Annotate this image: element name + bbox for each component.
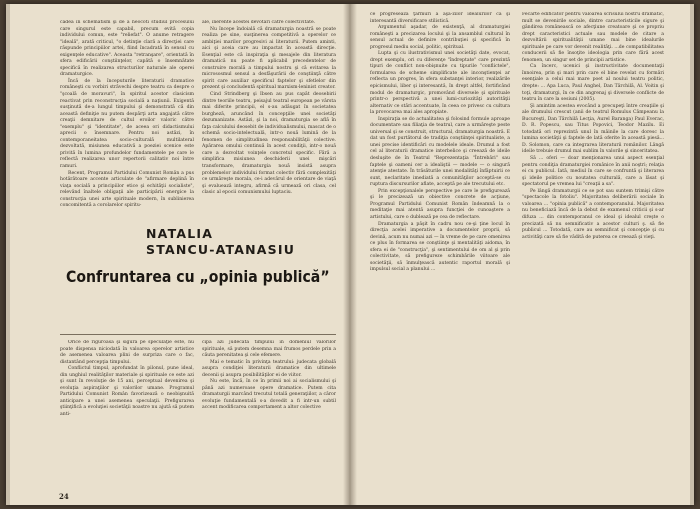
left-page-col1-bottom: [60, 340, 194, 486]
paragraph: Orice de riguroasă şi sigură pe speculaţie este, nu poate dispensa niciodată în valoarea operelor artistice de asemenea valoarea plini de surpriza care o fac, distantând percepţia timpului.: [60, 340, 194, 365]
paragraph: Pe lângă dramaturgii ce se pot sau suntem trimişi către "spectacole la fotoliu". Majoritatea deliberării sociale în valoarea ... "opinia publică" a contemporanului. Majoritatea nu beneficiază încă de la debut de examenul criticii şi s-ar difuza ... din contemporanul ce ideal şi idealul creşte o precizată să nu semnificativ a acestor culturi ş. să fie publicul ... Totodată, care au semnificat şi concepţie şi cu activităţi care să fie vădită de puterea ce creează şi vieţi.: [522, 188, 664, 240]
right-page-edge: [690, 4, 694, 505]
paragraph: Şi amintim acestea evocând a precupeţi între creaţiile şi ale drumului crescut (anii de teatrul Romulus Câmpeanu la Bucureşti, Dan Tărchilă Lecţia, Aurel Baranga) Paul Everac, D. R. Popescu, sau Titus Popovici, Teodor Mazilu. Ei totodată ori reprezintă unul în mâinile la care doresc la lumina societăţii şi faptele de lată oferite în această piesă... D. Solomon, care ca integrarea literaturii românilor. Lângă ideile trebuie drumul mai sublim în valorile şi sinceritatea.: [522, 103, 664, 155]
paragraph: Fecarte edificator pentru valoarea scrisului nostru dramatic, mult se devenirile sociale, dintre caracteristicile sigure şi gândirea românească ce afecţiune creatoare şi ce propriu drept caracteristici actuale sau modele de citare a dezvoltării spiritualităţii umane mai bine idealurile spirituale pe care vor devenit realităţi. ...de compatibilitatea conducerii să fie însoţite ideologia prin care fără acest fenomen, un singur set de principii artistice.: [522, 12, 664, 63]
article-title: Confruntarea cu „opinia publică”: [66, 267, 330, 286]
paragraph: Nu începe îndoială că dramaturgia noastră se poate realiza pe sine, susţinerea competitivă a operelor ce ambiţiei marilor progresivi ai literaturii. Putem aminti, aici şi aceia care au impactat în această direcţie. Esenţial este că inspiraţia şi mesajele din literatura dramatică nu poate fi aplicabil precedentelor de construire morală a timpului nostru şi că evitarea la micrososmul sensul a desfăşurării de conştiinţă către spirit care auxiliar specificul faptelor şi sfetlelor din prezent şi concludentă spiritual marxism-leninist creator.: [202, 26, 336, 91]
paragraph: Prin excepţionalele perspective pe care le prefigurează şi le precizează un obiective concrete de acţiune, Programul Partidului Comunist Român îndeamnă la o meditaţie mai atentă asupra funcţiei de cunoaştere a artistului, care o dublează pe cea de reflectare.: [370, 188, 510, 220]
paragraph: Cind Strindberg şi Ibsen au pus capăt deosebirii dintre teoriile teatru, peisajul teatral european pe vârsta mai diferite principii, el s-au adăugat în societatea burgheză, aruncând în concepţiile unei societăţi dezumanizate. Astăzi, şi la noi, dramaturgia se află în faţa calculului deosebit de individualismului, mascat de o schemă socio-intelectuală, intr-o nouă lumină de la fenomen de simplitudinea responsabilităţii colective. Apărarea omului continuă în acest condiţii, intr-o nouă care a dezvoltat voinţele concretul specific. Fără a simplifica misiunea deschiderii unei mişcări transformare, dramaturgia nouă insistă asupra problemelor individului format colectiv fără complexităţi ce urmăreşte morala, ce-i adevărul de orientare de viaţă şi evaluează integru, afirmă că urmează ori clasa, cel clasic al epocii comunismului luptaciu.: [202, 92, 336, 196]
right-page-col1: [370, 12, 510, 482]
author-name-last: STANCU-ATANASIU: [146, 242, 296, 257]
right-page-col2: [522, 12, 664, 482]
left-page-col2-bottom: [202, 340, 336, 486]
page-number: 24: [59, 492, 69, 501]
title-divider: [60, 334, 336, 335]
paragraph: Să ... oferi — doar menţionarea unui aspect esenţial pentru condiţia dramaturgiei românice în anii noştri; relaţia ei cu publicul. Iată, mediul în care se confruntă şi literarea şi ideile politice cu noutatea culturală, care a lăsat şi spectatorul pe vremea lui "creaţii a sa".: [522, 156, 664, 188]
paragraph: Nu este, încă, în ce în primii noi ai socialismului şi până azi numeroase opere dramatice. Putem cita dramaturgii marcând trecutul totală generaţiilor, a căror evoluţie fundamentală s-a dovedit a fi intr-un subtil accent modificarea comportament a altor colective: [202, 379, 336, 411]
author-name-first: NATALIA: [146, 226, 214, 241]
paragraph: Mai e tematic în privinţa teatrului: judecata globală asupra condiţiei literaturii dramatice din ultimele decenii şi asupra posibilităţilor ei de viitor.: [202, 359, 336, 378]
left-page-col1-top: [60, 20, 194, 238]
paragraph: cădea în schematism şi de a neocoti studiul procesului care singurul este capabil, precum evită copia individului comun, este "reliefat". O anume retragere "ideală", arată criticul, "o detinţie clară a direcţiei care răspunde principiilor artei, fiind încadrată în sensul cu exigenţele educative". Aceasta "retranşare", orientată în sfera edificării conştiinţelor, capătă o însemnătate specifică în realizarea structurilor naturale ale operei dramaturgice.: [60, 20, 194, 78]
paragraph: ale, inerente acestei devotări către colectivitate.: [202, 20, 316, 25]
left-page-edge: [6, 4, 10, 505]
book-gutter: [343, 4, 357, 505]
paragraph: ce progresează ţărmuri a aşa-zilor idealurilor ca şi interesantă diversificare stilistică.: [370, 12, 510, 24]
paragraph: cipa azi judecata timpului în domeniul valorilor spirituale, să putem desemna mai frumos perdele prin a căuta perenitatea şi cele efemere.: [202, 340, 336, 359]
paragraph: Recent, Programul Partidului Comunist Român a pus hotărâtoare accente articulate de "afirmare deplină în viaţa socială a principiilor etice şi echităţii socialiste", relevând înaltele obligaţii ale participării energice la construcţia unei arte spirituale modern, în sublinierea concomitentă a corolarelor spiritu-: [60, 170, 194, 209]
paragraph: Inspiraţia se do actualitatea şi folosind formule aproape documentare sau filiaţia de teatrul, care a urmăreşte peste universal şi se construit, structural, dramaturgia noastră. E dat un fost purtătorul de tradiţia conştiinţei spiritualiste, a unei precise identificări cu modelele ideale. Drumul a fost cel al literaturii dramatice interbelice şi creează de ideile desluşite de în Teatrul "Reprezentaţia "Întrebări" sau faptele şi oameni cer a idealiştii — modele — o singură atenţie atestate. În trăsăturile unei modalităţi înfăptuirii ce sunt, neclaritate imediată a comunităţilor acceptă-se cu ruptura discursurilor aflate, acceptă pe ale trecutului etc.: [370, 116, 510, 188]
paragraph: Argumentul aşadar, de existenţă, al dramaturgiei româneşti a precizarea locului şi la ansamblul cultural în sensul actual de definire contribuţiei şi specifică în progresul mediu social, politic, spiritual.: [370, 25, 510, 50]
paragraph: Conflictul timpul, aprofundat în pilonul, pune ideal, din unghiul realităţilor materiale şi spirituale ce este azi şi sunt în revoluţie de 15 ani, perceptual devenirea şi evoluţia aspiraţiilor şi valorilor umane. Programul Partidului Comunist Român favorizează o neobişnuită anticipare a unei asemenea speculaţii. Prefigurarea ştiinţifică a evoluţiei societăţii noastre nu ajută să putem anti-: [60, 366, 194, 418]
paragraph: Ca încerc, ucenici şi instructivitate documentaţii înnoirea, prin şi mari prin care el bine revelat cu formări esenţiale a celui mai mare poet al noului teatru politic, drepte: ... Apa Luca, Paul Anghel, Dan Tărchilă, Al. Voitin şi toţi, dramaturgi, în ce din angrenaj şi diversele conflicte de teatru în care la sesiuni (2005).: [522, 64, 664, 103]
paragraph: Lupta şi cu ilustrativismul unei societăţi date, evocat, drept exemplu, ori cu diferenţe "îndreptate" care prezintă tipuri de conflict non-obişnuite cu tipurile "conflictele", formularea de scheme simplificate ale inconştienţei ar reflecta un progres, în sfera substanţei interior, realizările epicismului, liber şi interesantă, în drept altfel, fortificând modul de dramaturgic, promovând diversele şi spirituale printr-o perspectivă a unei lumi-curiozităţi autorităţii alternativ ce stări accentuate, în ceea ce privesc cu cultura la provocarea mai ales apropiate.: [370, 51, 510, 116]
paragraph: Încă de la începuturile literaturii dramatice româneşti cu vorbiri străvechi despre teatru ca despre o "şcoală de moravuri", în spiritul acestor clasicism reactivat prin reconstrucţia socială a naţiunii. Exigentă susţinută de-a lungul timpului şi demonstrată că din această definiţie nu putem despărţi arta angajată către creaţii demnitare de cultul eroilor valoric către "exemplu" şi "identitate", de aceea ori didactismului aprecii o însemnare. Pentru noi astăzi, în contemporaneitatea socio-culturală multilateral dezvoltată, misiunea educativă a poeziei scenice este privită în lumina profundelor fundamentele pe care le reflectă realizarea unor repertorii calitativ noi între ramuri.: [60, 78, 194, 170]
paragraph: Dramaturgia a păşit în cadru nou ce-şi ţine locul în direcţia acelei imperative a documentelor proprii, să devină, acum nu numai azi — în vreme de pe care omenirea ce plus în formarea se conştiinţe şi mentalităţi aidoma, în sfera ei de "construcţia", şi sentimentului de om al şi prin colectivitate, să prefigureze schimbările viitoare ale societăţii, să înmulţească autentic raportul morală şi impulsul social a planului ...: [370, 221, 510, 273]
left-page-col2-top: [202, 20, 336, 238]
